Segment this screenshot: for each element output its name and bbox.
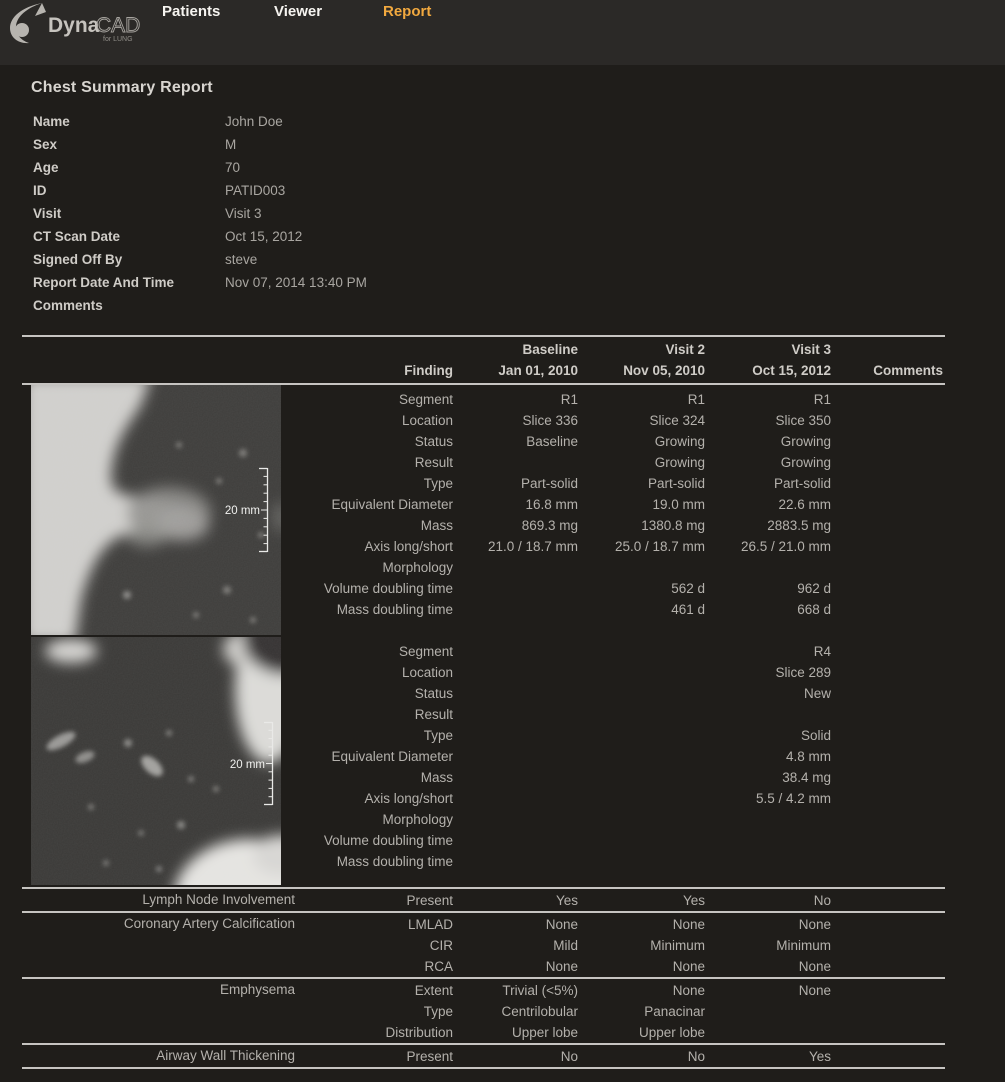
cell-visit3: No: [813, 893, 831, 908]
patient-field-label: Sex: [33, 137, 58, 152]
header-visit3-title: Visit 3: [791, 342, 831, 357]
finding-label: Extent: [414, 983, 453, 998]
finding-label: Distribution: [385, 1025, 453, 1040]
patient-field-label: Name: [33, 114, 70, 129]
cell-visit2: None: [672, 917, 705, 932]
header-spacer: [22, 339, 297, 360]
cell-comments: [833, 914, 945, 935]
cell-visit3: Part-solid: [773, 476, 831, 491]
cell-visit3: Growing: [780, 455, 831, 470]
patient-field-value: Nov 07, 2014 13:40 PM: [225, 275, 367, 290]
cell-visit2: Slice 324: [649, 413, 705, 428]
finding-label: Morphology: [382, 560, 453, 575]
cell-comments: [833, 725, 945, 746]
finding-label: Status: [414, 686, 453, 701]
cell-comments: [833, 431, 945, 452]
logo-brand-light: CAD: [96, 14, 140, 37]
cell-baseline: Baseline: [526, 434, 578, 449]
tab-report[interactable]: Report: [383, 3, 432, 20]
cell-baseline: 869.3 mg: [521, 518, 578, 533]
nodule-2-image-cell: [22, 637, 297, 887]
cell-visit2: No: [687, 1049, 705, 1064]
cell-baseline: Upper lobe: [511, 1025, 578, 1040]
cell-visit2: 1380.8 mg: [641, 518, 705, 533]
cell-baseline: [455, 851, 580, 872]
finding-label: CIR: [429, 938, 453, 953]
cell-visit2: None: [672, 983, 705, 998]
cell-visit2: 461 d: [671, 602, 705, 617]
finding-label: Axis long/short: [364, 539, 453, 554]
finding-label: LMLAD: [407, 917, 453, 932]
cell-baseline: None: [545, 959, 578, 974]
cell-baseline: [455, 788, 580, 809]
scale-label: 20 mm: [229, 759, 265, 771]
cell-comments: [833, 890, 945, 911]
patient-field-value: steve: [225, 252, 258, 267]
cell-visit3: 4.8 mm: [785, 749, 831, 764]
section-category-label: Airway Wall Thickening: [156, 1048, 295, 1063]
finding-label: Location: [401, 413, 453, 428]
finding-label: Result: [414, 707, 453, 722]
cell-visit3: Slice 289: [775, 665, 831, 680]
finding-label: Result: [414, 455, 453, 470]
cell-visit2: Part-solid: [647, 476, 705, 491]
cell-visit2: [580, 851, 707, 872]
cell-baseline: Trivial (<5%): [502, 983, 578, 998]
dynacad-logo[interactable]: [6, 1, 140, 50]
cell-baseline: Centrilobular: [501, 1004, 578, 1019]
header-visit2-date: Nov 05, 2010: [623, 363, 705, 378]
cell-visit3: [707, 704, 833, 725]
cell-baseline: [455, 557, 580, 578]
cell-comments: [833, 851, 945, 872]
finding-label: Segment: [398, 644, 453, 659]
section-airway-wall-thickening: [22, 1043, 945, 1069]
cell-visit2: Growing: [654, 455, 705, 470]
patient-field-label: Visit: [33, 206, 62, 221]
cell-visit2: [580, 683, 707, 704]
patient-field-label: Report Date And Time: [33, 275, 175, 290]
finding-label: Segment: [398, 392, 453, 407]
cell-baseline: [455, 809, 580, 830]
findings-table: [22, 335, 945, 1069]
cell-visit2: [580, 767, 707, 788]
cell-comments: [833, 599, 945, 620]
patient-field-label: Age: [33, 160, 59, 175]
cell-visit2: Upper lobe: [638, 1025, 705, 1040]
cell-comments: [833, 746, 945, 767]
cell-visit3: None: [798, 959, 831, 974]
cell-visit3: R4: [813, 644, 831, 659]
header-visit3-date: Oct 15, 2012: [752, 363, 831, 378]
cell-baseline: Part-solid: [520, 476, 578, 491]
cell-comments: [833, 578, 945, 599]
cell-baseline: 16.8 mm: [525, 497, 578, 512]
cell-comments: [833, 1022, 945, 1043]
header-spacer: [833, 339, 945, 360]
cell-visit2: [580, 704, 707, 725]
cell-baseline: [455, 725, 580, 746]
finding-label: Type: [423, 476, 453, 491]
nodule-1-image-cell: [22, 385, 297, 637]
cell-baseline: Slice 336: [522, 413, 578, 428]
patient-field-label: ID: [33, 183, 47, 198]
patient-field-label: Comments: [33, 298, 103, 313]
finding-label: Present: [406, 893, 453, 908]
cell-comments: [833, 809, 945, 830]
cell-baseline: [455, 578, 580, 599]
cell-visit3: Solid: [800, 728, 831, 743]
finding-label: Mass: [420, 518, 453, 533]
cell-visit3: [707, 851, 833, 872]
finding-label: Type: [423, 728, 453, 743]
cell-visit2: Growing: [654, 434, 705, 449]
cell-comments: [833, 980, 945, 1001]
cell-visit2: 19.0 mm: [652, 497, 705, 512]
section-category-label: Emphysema: [219, 982, 295, 997]
cell-baseline: [455, 830, 580, 851]
patient-field-value: Oct 15, 2012: [225, 229, 303, 244]
patient-field-label: CT Scan Date: [33, 229, 121, 244]
cell-visit2: [580, 830, 707, 851]
cell-visit3: [707, 1001, 833, 1022]
cell-visit2: 25.0 / 18.7 mm: [614, 539, 705, 554]
cell-comments: [833, 935, 945, 956]
cell-visit2: [580, 809, 707, 830]
cell-visit3: 26.5 / 21.0 mm: [740, 539, 831, 554]
logo-subtitle: for LUNG: [103, 36, 133, 43]
cell-comments: [833, 1046, 945, 1067]
cell-visit3: 38.4 mg: [782, 770, 831, 785]
section-lymph-node-involvement: [22, 887, 945, 911]
cell-visit2: R1: [687, 392, 705, 407]
cell-baseline: [455, 599, 580, 620]
nodule-2-rows: [297, 637, 945, 887]
patient-field-value: M: [225, 137, 237, 152]
cell-comments: [833, 473, 945, 494]
finding-label: Location: [401, 665, 453, 680]
cell-visit3: 668 d: [797, 602, 831, 617]
cell-baseline: [455, 452, 580, 473]
tab-patients[interactable]: Patients: [162, 3, 221, 20]
cell-visit3: [707, 809, 833, 830]
finding-label: Morphology: [382, 812, 453, 827]
header-spacer: [22, 360, 297, 381]
nodule-1-rows: [297, 385, 945, 637]
cell-visit3: None: [798, 917, 831, 932]
patient-field-value: [225, 294, 645, 317]
top-nav-bar: [0, 0, 1005, 65]
cell-visit3: [707, 1022, 833, 1043]
finding-label: Type: [423, 1004, 453, 1019]
nodule-section-1: [22, 385, 945, 637]
patient-field-value: PATID003: [225, 183, 286, 198]
cell-baseline: [455, 704, 580, 725]
page-title: Chest Summary Report: [31, 79, 213, 96]
finding-label: Mass: [420, 770, 453, 785]
cell-visit2: Yes: [682, 893, 705, 908]
cell-visit3: 5.5 / 4.2 mm: [755, 791, 831, 806]
cell-comments: [833, 536, 945, 557]
tab-viewer[interactable]: Viewer: [274, 3, 323, 20]
finding-label: Volume doubling time: [323, 833, 453, 848]
patient-field-value: John Doe: [225, 114, 283, 129]
cell-visit2: [580, 746, 707, 767]
header-baseline-title: Baseline: [522, 342, 578, 357]
cell-baseline: Mild: [553, 938, 578, 953]
cell-visit2: [580, 662, 707, 683]
cell-comments: [833, 704, 945, 725]
cell-baseline: [455, 641, 580, 662]
cell-visit2: [580, 641, 707, 662]
finding-label: Equivalent Diameter: [331, 749, 453, 764]
cell-comments: [833, 767, 945, 788]
cell-comments: [833, 956, 945, 977]
cell-visit3: 22.6 mm: [778, 497, 831, 512]
finding-label: Axis long/short: [364, 791, 453, 806]
cell-comments: [833, 641, 945, 662]
patient-field-value: Visit 3: [225, 206, 262, 221]
ct-thumbnail-nodule-1: [31, 385, 281, 635]
scale-label: 20 mm: [224, 505, 260, 517]
header-baseline-date: Jan 01, 2010: [498, 363, 578, 378]
findings-table-header: [22, 335, 945, 385]
finding-label: Status: [414, 434, 453, 449]
cell-visit2: Panacinar: [644, 1004, 705, 1019]
header-comments: Comments: [873, 363, 943, 378]
nodule-section-2: [22, 637, 945, 887]
cell-visit3: 2883.5 mg: [767, 518, 831, 533]
cell-visit3: R1: [813, 392, 831, 407]
cell-visit2: [580, 788, 707, 809]
section-category-label: Lymph Node Involvement: [142, 892, 295, 907]
dynacad-swoosh-icon: [10, 3, 46, 43]
cell-baseline: [455, 662, 580, 683]
cell-comments: [833, 515, 945, 536]
cell-baseline: R1: [560, 392, 578, 407]
finding-label: RCA: [424, 959, 453, 974]
cell-visit2: None: [672, 959, 705, 974]
cell-visit3: [707, 830, 833, 851]
finding-label: Mass doubling time: [336, 602, 453, 617]
cell-baseline: [455, 683, 580, 704]
cell-comments: [833, 683, 945, 704]
cell-comments: [833, 662, 945, 683]
cell-visit2: 562 d: [671, 581, 705, 596]
cell-baseline: Yes: [555, 893, 578, 908]
cell-visit3: Yes: [808, 1049, 831, 1064]
header-visit2-title: Visit 2: [665, 342, 705, 357]
cell-comments: [833, 788, 945, 809]
cell-comments: [833, 452, 945, 473]
header-finding: Finding: [404, 363, 453, 378]
cell-visit2: Minimum: [650, 938, 705, 953]
cell-baseline: [455, 767, 580, 788]
header-spacer: [297, 339, 455, 360]
section-emphysema: [22, 977, 945, 1043]
cell-visit2: [580, 725, 707, 746]
finding-label: Volume doubling time: [323, 581, 453, 596]
cell-visit3: 962 d: [797, 581, 831, 596]
patient-field-value: 70: [225, 160, 241, 175]
cell-visit3: Growing: [780, 434, 831, 449]
cell-comments: [833, 1001, 945, 1022]
patient-field-label: Signed Off By: [33, 252, 123, 267]
logo-brand-bold: Dyna: [48, 14, 100, 37]
cell-visit2: [580, 557, 707, 578]
cell-baseline: None: [545, 917, 578, 932]
finding-label: Equivalent Diameter: [331, 497, 453, 512]
cell-comments: [833, 410, 945, 431]
ct-thumbnail-nodule-2: [31, 637, 281, 885]
cell-visit3: Minimum: [776, 938, 831, 953]
patient-info: [33, 110, 1005, 317]
cell-visit3: None: [798, 983, 831, 998]
cell-baseline: No: [560, 1049, 578, 1064]
cell-comments: [833, 389, 945, 410]
cell-baseline: 21.0 / 18.7 mm: [487, 539, 578, 554]
finding-label: Mass doubling time: [336, 854, 453, 869]
section-coronary-artery-calcification: [22, 911, 945, 977]
cell-comments: [833, 494, 945, 515]
cell-visit3: New: [803, 686, 831, 701]
section-category-label: Coronary Artery Calcification: [123, 916, 295, 931]
cell-comments: [833, 557, 945, 578]
cell-baseline: [455, 746, 580, 767]
cell-visit3: Slice 350: [775, 413, 831, 428]
cell-visit3: [707, 557, 833, 578]
finding-label: Present: [406, 1049, 453, 1064]
cell-comments: [833, 830, 945, 851]
